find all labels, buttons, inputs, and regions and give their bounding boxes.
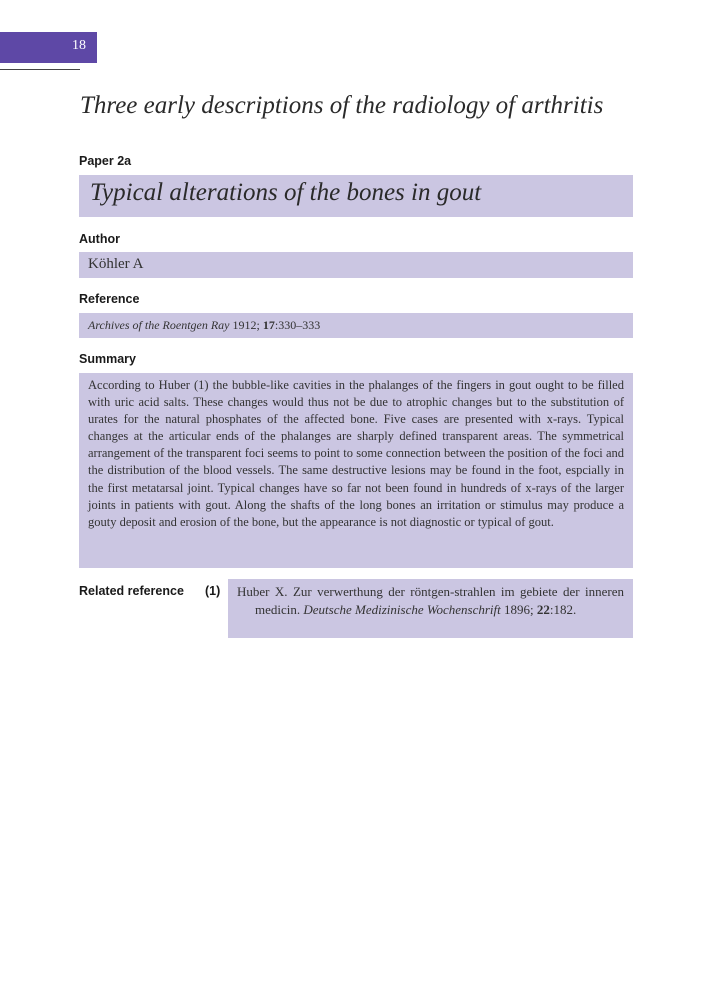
summary-box xyxy=(79,373,633,568)
related-reference-label: Related reference xyxy=(79,584,184,598)
reference-box xyxy=(79,313,633,338)
related-reference-box xyxy=(228,579,633,638)
author-label: Author xyxy=(79,232,120,246)
reference-volume: 17 xyxy=(262,318,275,332)
reference-pages: :330–333 xyxy=(274,318,321,332)
author-box xyxy=(79,252,633,278)
author-name: Köhler A xyxy=(88,256,144,272)
reference-label: Reference xyxy=(79,292,140,306)
chapter-title: Three early descriptions of the radiology of arthritis xyxy=(80,92,604,119)
related-reference-number: (1) xyxy=(205,584,221,598)
header-rule xyxy=(0,69,80,70)
reference-year: 1912; xyxy=(232,318,260,332)
reference-journal: Archives of the Roentgen Ray xyxy=(88,318,230,332)
reference-citation xyxy=(88,318,320,333)
paper-label: Paper 2a xyxy=(79,154,132,168)
related-journal: Deutsche Medizinische Wochenschrift xyxy=(303,602,501,617)
related-authors-title: Huber X. Zur verwerthung der röntgen-strahlen im gebiete der inneren medicin. xyxy=(237,584,624,617)
related-reference-citation xyxy=(237,583,624,619)
paper-title-box xyxy=(79,175,633,217)
related-pages: :182. xyxy=(549,602,577,617)
summary-label: Summary xyxy=(79,352,136,366)
paper-title: Typical alterations of the bones in gout xyxy=(90,179,482,206)
related-year: 1896; xyxy=(504,602,534,617)
summary-text: According to Huber (1) the bubble-like cavities in the phalanges of the fingers in gout ought to be filled with uric acid salts. These changes would thus not be due to atrophic changes but to the substitution of urates for the natural phosphates of the affected bone. Five cases are presented with x-rays. Typical changes at the articular ends of the phalanges are sharply defined transparent areas. The symmetrical arrangement of the transparent foci seems to point to some connection between the position of the foci and the distribution of the blood vessels. The same destructive lesions may be found in the foot, espcially in the first metatarsal joint. Typical changes have so far not been found in hundreds of x-rays of the larger joints in patients with gout. Along the shafts of the long bones an irritation or stimulus may produce a gouty deposit and erosion of the bone, but the appearance is not diagnostic or typical of gout. xyxy=(88,378,624,529)
page-number: 18 xyxy=(72,38,86,53)
related-volume: 22 xyxy=(536,602,550,617)
